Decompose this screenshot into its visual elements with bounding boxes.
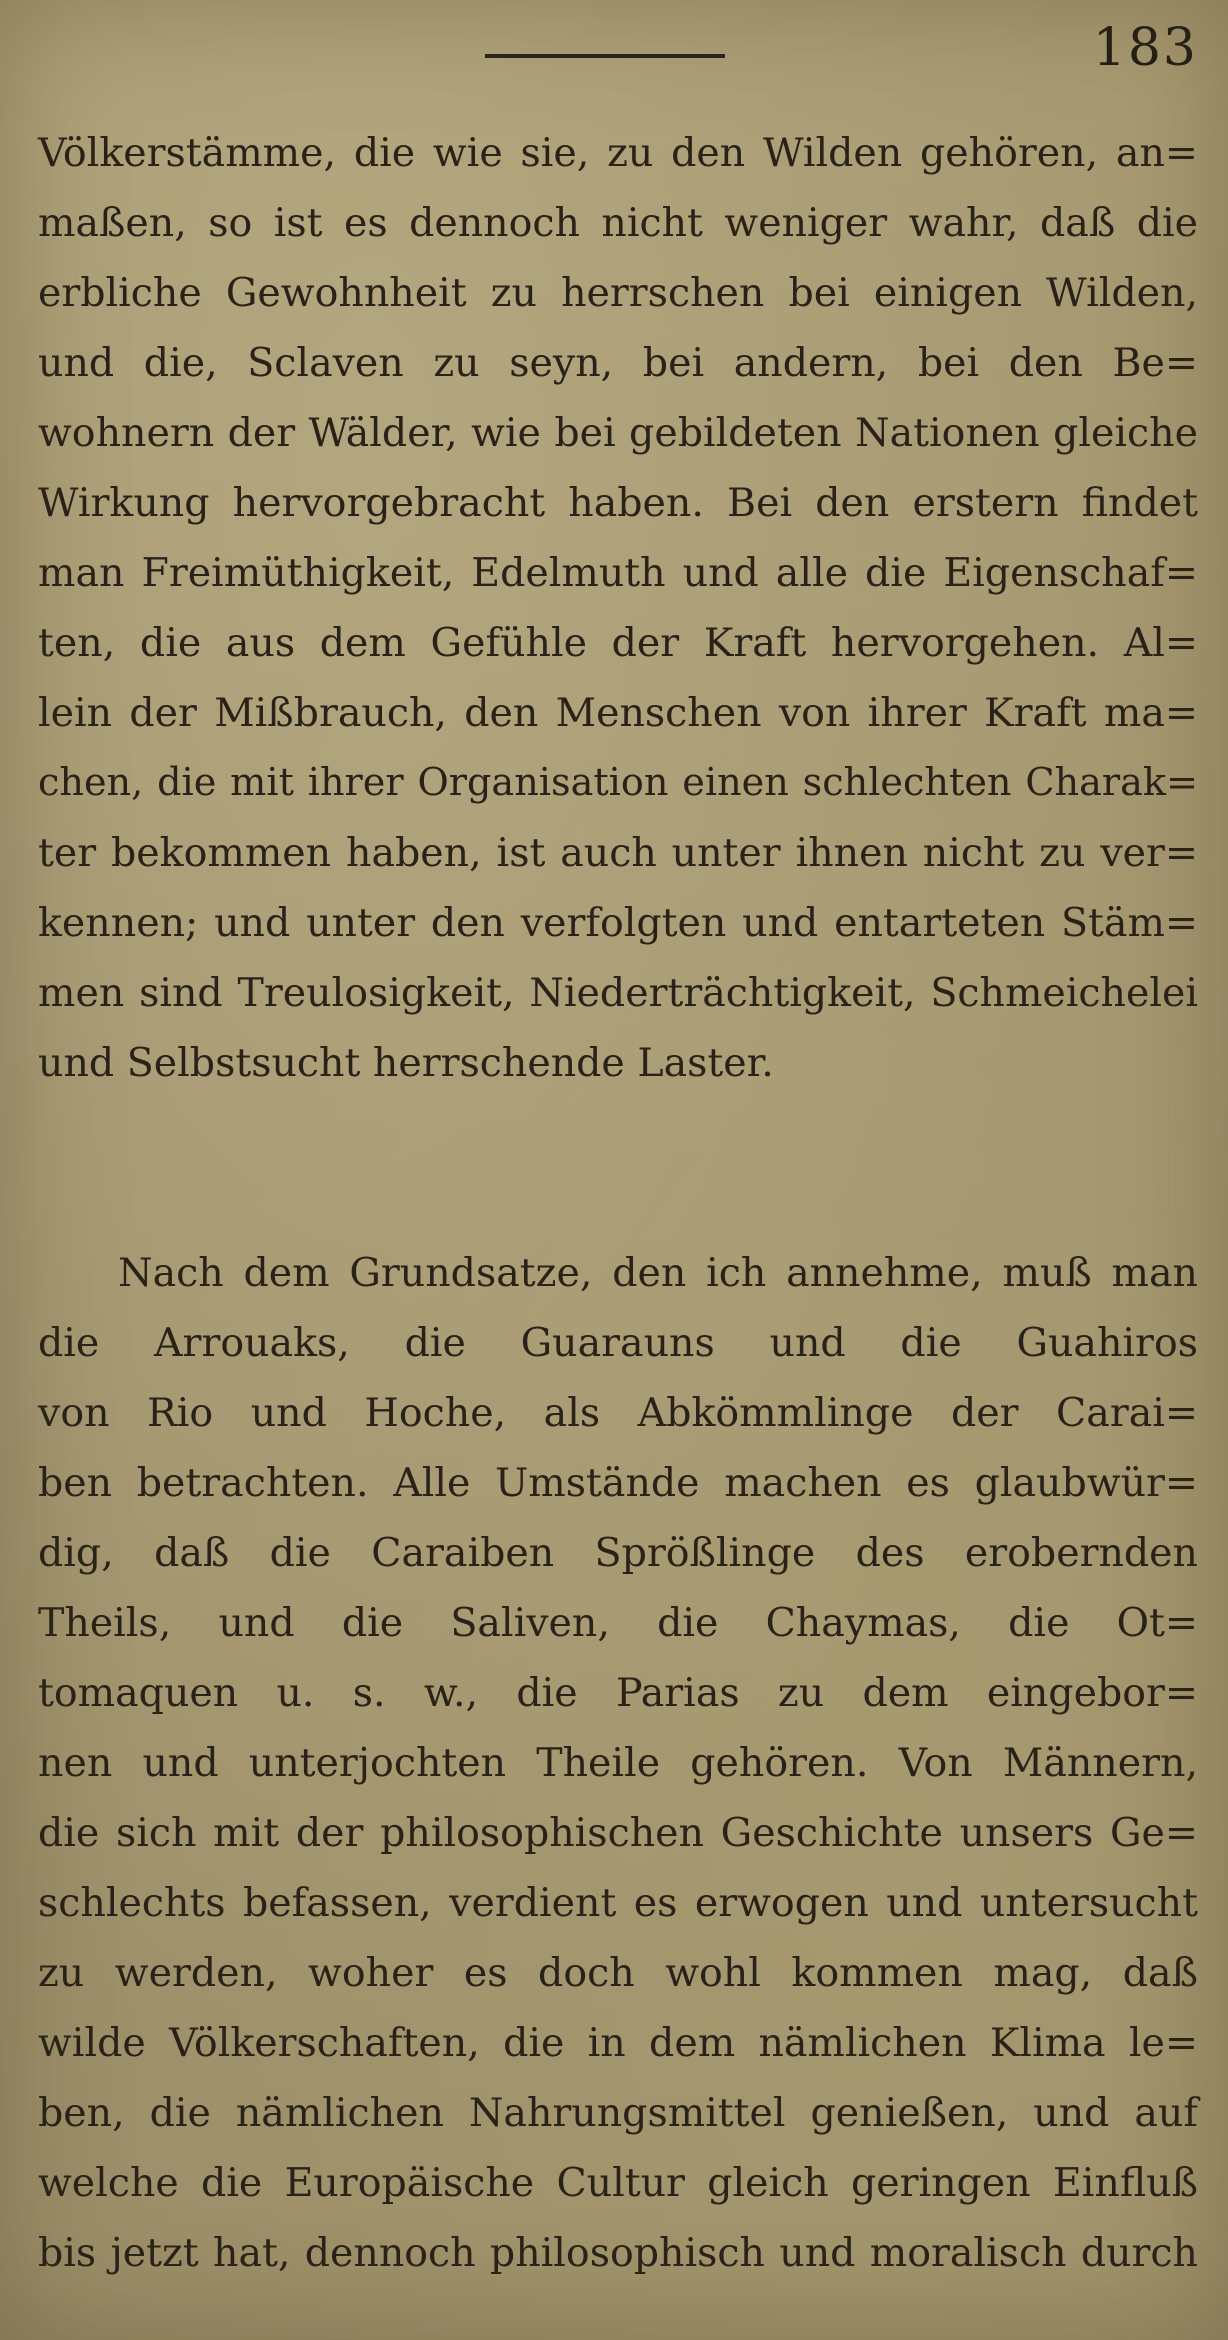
text-line: zu werden, woher es doch wohl kommen mag, daß — [38, 1950, 1198, 1996]
page-number: 183 — [1092, 18, 1198, 78]
paragraph-gap — [38, 1098, 1198, 1238]
paragraph-1 — [38, 118, 1198, 1098]
text-line: Theils, und die Saliven, die Chaymas, die Ot= — [38, 1600, 1198, 1646]
text-line: wilde Völkerschaften, die in dem nämlichen Klima le= — [38, 2020, 1198, 2066]
text-line: erbliche Gewohnheit zu herrschen bei einigen Wilden, — [38, 270, 1198, 316]
paragraph-2 — [38, 1238, 1198, 2288]
text-line: Völkerstämme, die wie sie, zu den Wilden gehören, an= — [38, 130, 1198, 176]
header-rule — [485, 54, 725, 58]
text-line: tomaquen u. s. w., die Parias zu dem eingebor= — [38, 1670, 1198, 1716]
text-line: maßen, so ist es dennoch nicht weniger wahr, daß die — [38, 200, 1198, 246]
text-line: und Selbstsucht herrschende Laster. — [38, 1040, 774, 1086]
text-line: chen, die mit ihrer Organisation einen schlechten Charak= — [38, 761, 1198, 805]
text-line: man Freimüthigkeit, Edelmuth und alle die Eigenschaf= — [38, 550, 1198, 596]
text-line: men sind Treulosigkeit, Niederträchtigkeit, Schmeichelei — [38, 970, 1198, 1016]
text-line: ter bekommen haben, ist auch unter ihnen nicht zu ver= — [38, 830, 1198, 876]
text-line: von Rio und Hoche, als Abkömmlinge der Carai= — [38, 1390, 1198, 1436]
text-line: dig, daß die Caraiben Sprößlinge des erobernden — [38, 1530, 1198, 1576]
text-line: und die, Sclaven zu seyn, bei andern, bei den Be= — [38, 340, 1198, 386]
text-line: lein der Mißbrauch, den Menschen von ihrer Kraft ma= — [38, 690, 1198, 736]
text-line: bis jetzt hat, dennoch philosophisch und moralisch durch — [38, 2230, 1198, 2276]
text-line: ben, die nämlichen Nahrungsmittel genießen, und auf — [38, 2090, 1198, 2136]
text-line: schlechts befassen, verdient es erwogen und untersucht — [38, 1880, 1198, 1926]
text-line: welche die Europäische Cultur gleich geringen Einfluß — [38, 2160, 1198, 2206]
body-text — [38, 118, 1198, 2288]
text-line: ten, die aus dem Gefühle der Kraft hervorgehen. Al= — [38, 620, 1198, 666]
text-line: die Arrouaks, die Guarauns und die Guahiros — [38, 1320, 1198, 1366]
text-line: wohnern der Wälder, wie bei gebildeten Nationen gleiche — [38, 410, 1198, 456]
text-line: kennen; und unter den verfolgten und entarteten Stäm= — [38, 900, 1198, 946]
text-line: Wirkung hervorgebracht haben. Bei den erstern findet — [38, 480, 1198, 526]
text-line: nen und unterjochten Theile gehören. Von Männern, — [38, 1740, 1198, 1786]
text-line: die sich mit der philosophischen Geschichte unsers Ge= — [38, 1810, 1198, 1856]
text-line: ben betrachten. Alle Umstände machen es glaubwür= — [38, 1460, 1198, 1506]
text-line: Nach dem Grundsatze, den ich annehme, muß man — [118, 1250, 1198, 1296]
